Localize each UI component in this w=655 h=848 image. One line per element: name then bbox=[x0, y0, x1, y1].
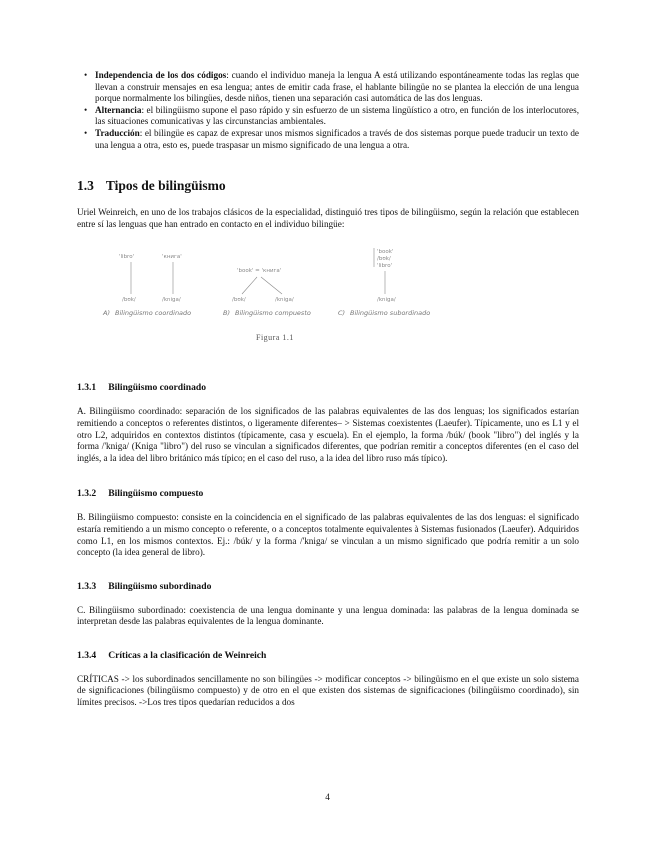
bullet-term: Traducción bbox=[95, 127, 140, 138]
fig-c-bottom: /kniga/ bbox=[377, 297, 396, 304]
fig-c-letter: C) bbox=[338, 309, 346, 318]
fig-a-bottom-left: /bʊk/ bbox=[122, 297, 136, 304]
subsection-number: 1.3.4 bbox=[77, 649, 97, 661]
subsection-coordinado bbox=[77, 382, 579, 464]
subsection-number: 1.3.2 bbox=[77, 488, 97, 500]
fig-a-top-left: 'libro' bbox=[119, 254, 135, 261]
subsection-number: 1.3.3 bbox=[77, 580, 97, 592]
subsection-paragraph: C. Bilingüismo subordinado: coexistencia de una lengua dominante y una lengua dominada: las palabras de la lengua dominada se interpretan desde las palabras equivalentes de la lengua dominante. bbox=[77, 604, 579, 627]
bullet-term: Independencia de los dos códigos bbox=[95, 70, 227, 80]
bullet-dot-icon: • bbox=[84, 70, 88, 80]
fig-b-bottom-right: /kniga/ bbox=[275, 297, 294, 304]
fig-c-label: Bilingüismo subordinado bbox=[350, 309, 431, 318]
fig-a-top-right: 'книга' bbox=[162, 254, 182, 261]
subsection-title: Críticas a la clasificación de Weinreich bbox=[108, 649, 267, 661]
subsection-paragraph: B. Bilingüismo compuesto: consiste en la coincidencia en el significado de las palabras equivalentes de las dos lenguas: el significado estaría remitiendo a un mismo concepto o referente, o a conceptos totalmente equivalentes à Sistemas fusionados (Laeufer). Adquiridos como L1, en los mismos contextos. Ej.: /búk/ y la forma /'kniga/ se vinculan a un mismo significado que podría remitir a un solo concepto (la idea general de libro). bbox=[77, 512, 579, 558]
bullet-traduccion bbox=[84, 127, 579, 151]
subsection-criticas bbox=[77, 650, 579, 709]
fig-a-bottom-right: /kniga/ bbox=[162, 297, 181, 304]
fig-a-label: Bilingüismo coordinado bbox=[115, 309, 192, 318]
subsection-paragraph: CRÍTICAS -> los subordinados sencillamente no son bilingües -> modificar conceptos -> bilingüismo en el que existe un solo sistema de significaciones (bilingüismo compuesto) y de otro en el que existen dos sistemas de significaciones (bilingüismo coordinado), sin límites precisos. ->Los tres tipos quedarían reducidos a dos bbox=[77, 673, 579, 708]
figure-diagram bbox=[77, 244, 579, 334]
subsection-paragraph: A. Bilingüismo coordinado: separación de los significados de las palabras equivalentes de las dos lenguas; los significados estarían remitiendo a conceptos o referentes distintos, o ligeramente diferentes– > Sistemas coexistentes (Laeufer). Típicamente, uno es L1 y el otro L2, adquiridos en contextos distintos (típicamente, casa y escuela). En el ejemplo, la forma /búk/ (book "libro") del inglés y la forma /'kniga/ (Kniga "libro") del ruso se vinculan a significados diferentes, que podrían remitir a conceptos diferentes (en el caso del inglés, a la idea del libro británico más típico; en el caso del ruso, a la idea del libro ruso más típico). bbox=[77, 406, 579, 463]
section-heading bbox=[77, 178, 579, 194]
subsection-compuesto bbox=[77, 488, 579, 558]
subsection-title: Bilingüismo coordinado bbox=[108, 382, 207, 394]
subsection-heading bbox=[77, 382, 579, 393]
fig-b-link-left bbox=[242, 277, 257, 294]
subsection-heading bbox=[77, 488, 579, 499]
bullet-term: Alternancia bbox=[95, 104, 142, 115]
subsection-title: Bilingüismo subordinado bbox=[108, 580, 212, 592]
subsection-title: Bilingüismo compuesto bbox=[108, 488, 204, 500]
figure-caption: Figura 1.1 bbox=[256, 333, 294, 343]
bullet-text: : cuando el individuo maneja la lengua A está utilizando espontáneamente todas las reglas que llevan a construir mensajes en esa lengua; antes de emitir cada frase, el hablante bilingüe no se plantea la elección de una lengua porque normalmente los bilingües, desde niños, tienen una separación casi automática de las dos lenguas. bbox=[95, 70, 579, 104]
figure-weinreich-types bbox=[77, 244, 579, 349]
subsection-number: 1.3.1 bbox=[77, 382, 97, 394]
fig-b-label: Bilingüismo compuesto bbox=[235, 309, 311, 318]
page-content bbox=[77, 70, 579, 709]
page-number: 4 bbox=[325, 792, 330, 802]
subsection-subordinado bbox=[77, 581, 579, 628]
fig-b-link-right bbox=[261, 277, 282, 294]
bullet-text: : el bilingüismo supone el paso rápido y sin esfuerzo de un sistema lingüístico a otro, en función de los interlocutores, las situaciones comunicativas y las circunstancias ambientales. bbox=[95, 104, 579, 127]
bullet-independencia bbox=[84, 70, 579, 105]
fig-c-line-1: 'book' bbox=[377, 249, 394, 256]
fig-b-bottom-left: /bʊk/ bbox=[232, 297, 246, 304]
bullet-alternancia bbox=[84, 104, 579, 128]
fig-b-top: 'book' = 'книга' bbox=[237, 268, 282, 275]
section-number: 1.3 bbox=[77, 178, 94, 194]
subsection-heading bbox=[77, 650, 579, 661]
intro-paragraph: Uriel Weinreich, en uno de los trabajos clásicos de la especialidad, distinguió tres tipos de bilingüismo, según la relación que establecen entre sí las lenguas que han entrado en contacto en el individuo bilingüe: bbox=[77, 207, 579, 229]
subsection-heading bbox=[77, 581, 579, 592]
bullet-dot-icon: • bbox=[84, 104, 88, 115]
bullet-dot-icon: • bbox=[84, 127, 88, 138]
bullet-text: : el bilingüe es capaz de expresar unos mismos significados a través de dos sistemas porque puede traducir un texto de una lengua a otra, esto es, puede traspasar un mismo significado de una lengua a otra. bbox=[95, 127, 579, 150]
fig-b-letter: B) bbox=[223, 309, 230, 318]
section-title: Tipos de bilingüismo bbox=[105, 178, 226, 194]
feature-bullet-list bbox=[77, 70, 579, 151]
fig-a-letter: A) bbox=[103, 309, 110, 318]
fig-c-line-3: 'libro' bbox=[377, 263, 393, 270]
fig-c-line-2: /bʊk/ bbox=[377, 256, 391, 263]
